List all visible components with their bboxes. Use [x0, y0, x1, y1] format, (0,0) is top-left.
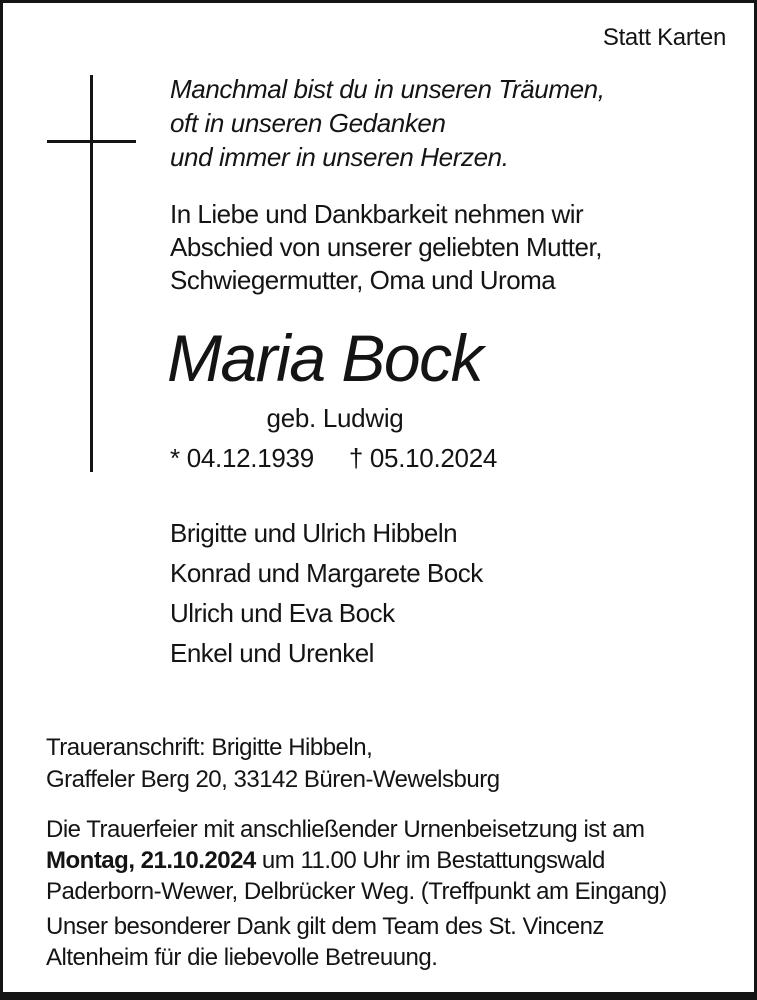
farewell-line: In Liebe und Dankbarkeit nehmen wir: [170, 199, 584, 229]
mourners-list: [170, 513, 483, 673]
funeral-line: Die Trauerfeier mit anschließender Urnenbeisetzung ist am: [46, 816, 645, 843]
mourning-address: [46, 732, 500, 796]
farewell-line: Schwiegermutter, Oma und Uroma: [170, 265, 556, 295]
life-dates: [170, 443, 497, 474]
address-line: Graffeler Berg 20, 33142 Büren-Wewelsburg: [46, 766, 500, 793]
epitaph-line: Manchmal bist du in unseren Träumen,: [170, 74, 605, 104]
funeral-line: [46, 845, 667, 876]
farewell-text: [170, 198, 602, 297]
address-line: Traueranschrift: Brigitte Hibbeln,: [46, 734, 373, 761]
funeral-announcement: [46, 814, 667, 907]
birth-date: * 04.12.1939: [170, 443, 314, 473]
epitaph-line: oft in unseren Gedanken: [170, 108, 446, 138]
statt-karten-label: Statt Karten: [602, 24, 726, 51]
thanks-line: Altenheim für die liebevolle Betreuung.: [46, 944, 438, 971]
farewell-line: Abschied von unserer geliebten Mutter,: [170, 232, 602, 262]
epitaph-verse: [170, 72, 605, 174]
funeral-date: Montag, 21.10.2024: [46, 847, 256, 874]
maiden-name: geb. Ludwig: [266, 403, 404, 433]
mourner-line: Ulrich und Eva Bock: [170, 598, 395, 628]
mourner-line: Konrad und Margarete Bock: [170, 558, 483, 588]
death-date: † 05.10.2024: [348, 443, 498, 473]
mourner-line: Enkel und Urenkel: [170, 638, 374, 668]
funeral-line: Paderborn-Wewer, Delbrücker Weg. (Treffpunkt am Eingang): [46, 878, 667, 905]
deceased-name: Maria Bock: [167, 321, 483, 395]
funeral-time-place: um 11.00 Uhr im Bestattungswald: [255, 847, 605, 874]
thanks-text: [46, 911, 604, 973]
thanks-line: Unser besonderer Dank gilt dem Team des St. Vincenz: [46, 913, 604, 940]
epitaph-line: und immer in unseren Herzen.: [170, 142, 509, 172]
cross-horizontal-bar: [47, 140, 136, 143]
cross-vertical-bar: [90, 75, 93, 472]
mourner-line: Brigitte und Ulrich Hibbeln: [170, 518, 458, 548]
